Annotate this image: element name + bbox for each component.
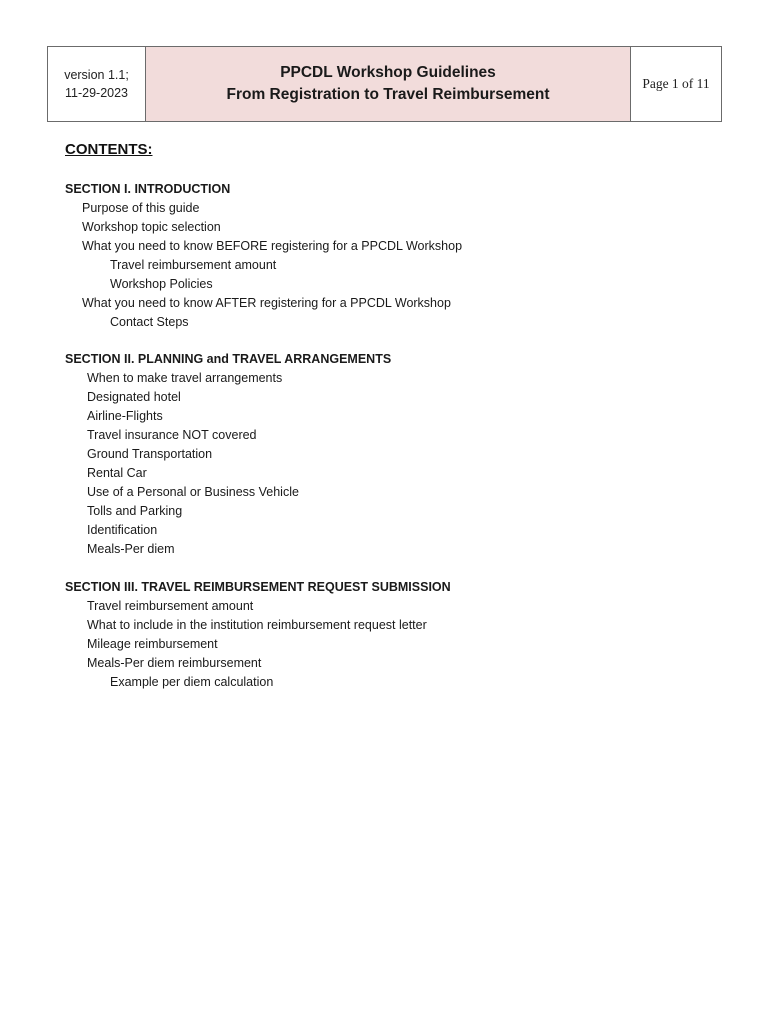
toc-section-3 bbox=[65, 578, 451, 692]
toc-subitem: Travel reimbursement amount bbox=[110, 258, 277, 272]
version-cell bbox=[48, 47, 146, 121]
contents-heading: CONTENTS: bbox=[65, 141, 153, 158]
toc-subitem: Contact Steps bbox=[110, 315, 189, 329]
toc-item: Use of a Personal or Business Vehicle bbox=[87, 485, 299, 499]
toc-item: Meals-Per diem bbox=[87, 542, 175, 556]
version-label: version 1.1; bbox=[64, 68, 129, 82]
toc-item: When to make travel arrangements bbox=[87, 371, 283, 385]
page-number-cell bbox=[631, 47, 721, 121]
document-subtitle: From Registration to Travel Reimbursement bbox=[226, 86, 550, 103]
toc-item: Mileage reimbursement bbox=[87, 637, 218, 651]
toc-item: What you need to know AFTER registering for a PPCDL Workshop bbox=[82, 296, 451, 310]
toc-item: Travel insurance NOT covered bbox=[87, 428, 257, 442]
toc-item: Meals-Per diem reimbursement bbox=[87, 656, 262, 670]
toc-item: What you need to know BEFORE registering for a PPCDL Workshop bbox=[82, 239, 463, 253]
toc-section-2 bbox=[65, 350, 391, 559]
toc-subitem: Workshop Policies bbox=[110, 277, 213, 291]
toc-item: Identification bbox=[87, 523, 158, 537]
title-cell bbox=[146, 47, 631, 121]
page-number: Page 1 of 11 bbox=[642, 76, 710, 91]
toc-section-1 bbox=[65, 180, 462, 332]
document-title: PPCDL Workshop Guidelines bbox=[280, 64, 496, 81]
section-heading: SECTION III. TRAVEL REIMBURSEMENT REQUEST SUBMISSION bbox=[65, 580, 451, 594]
toc-item: Travel reimbursement amount bbox=[87, 599, 254, 613]
document-header bbox=[47, 46, 722, 122]
version-date: 11-29-2023 bbox=[64, 86, 128, 100]
toc-item: Workshop topic selection bbox=[82, 220, 221, 234]
toc-item: Designated hotel bbox=[87, 390, 181, 404]
toc-subitem: Example per diem calculation bbox=[110, 675, 274, 689]
section-heading: SECTION II. PLANNING and TRAVEL ARRANGEMENTS bbox=[65, 352, 392, 366]
toc-item: Purpose of this guide bbox=[82, 201, 200, 215]
toc-item: Ground Transportation bbox=[87, 447, 213, 461]
toc-item: Rental Car bbox=[87, 466, 147, 480]
toc-item: What to include in the institution reimbursement request letter bbox=[87, 618, 427, 632]
toc-item: Tolls and Parking bbox=[87, 504, 183, 518]
section-heading: SECTION I. INTRODUCTION bbox=[65, 182, 231, 196]
toc-item: Airline-Flights bbox=[87, 409, 163, 423]
